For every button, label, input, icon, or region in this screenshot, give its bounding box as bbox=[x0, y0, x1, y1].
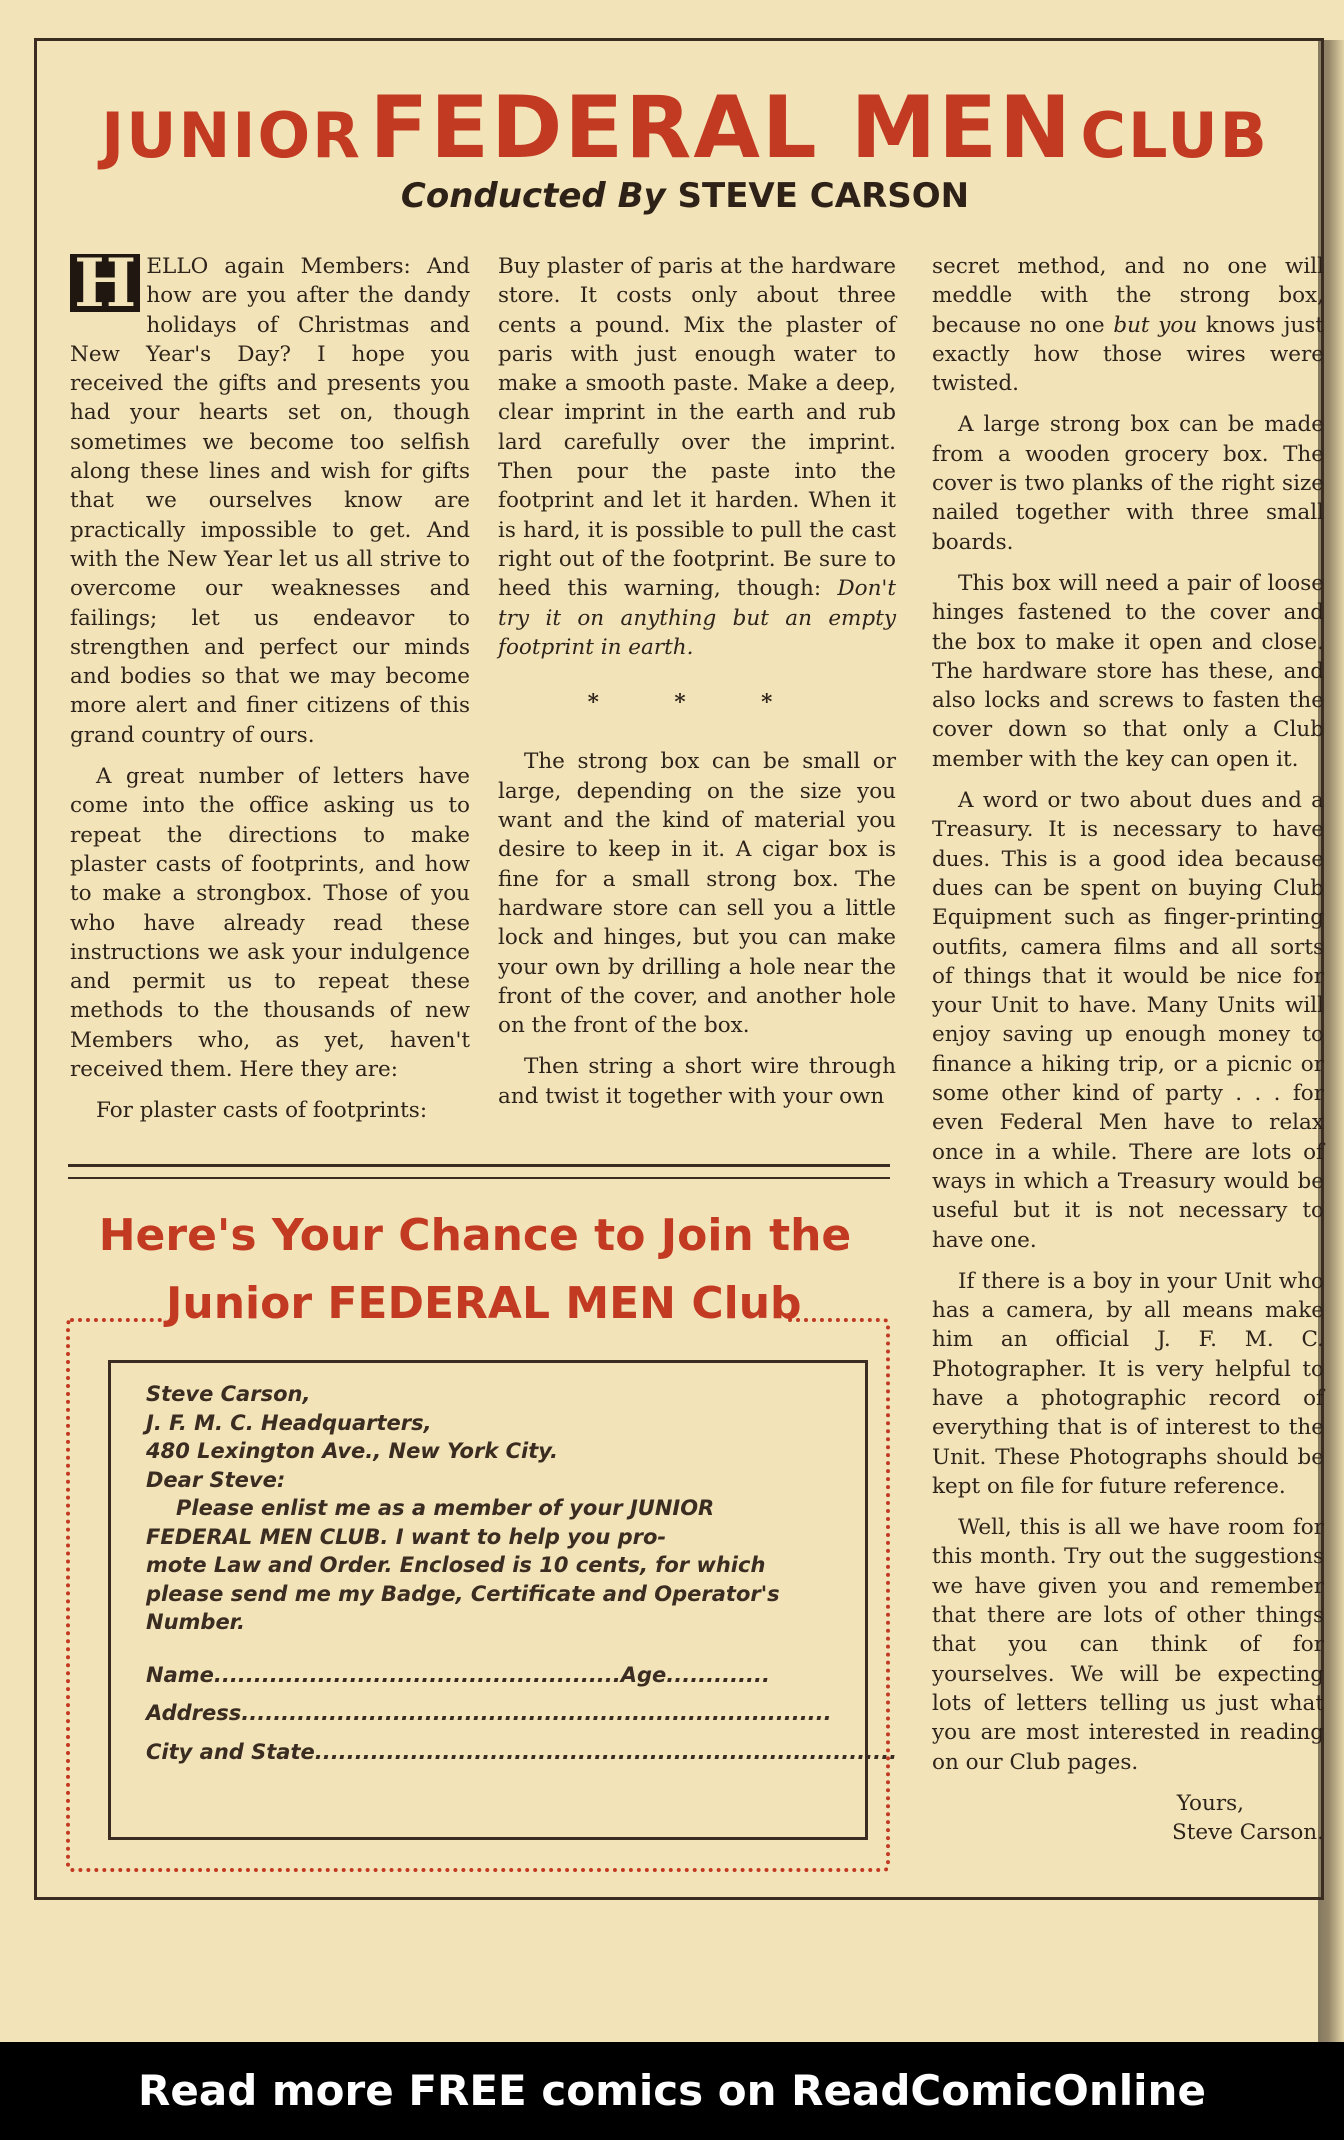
coupon-headline-2: Junior FEDERAL MEN Club bbox=[166, 1278, 802, 1329]
title-federal-men: FEDERAL MEN bbox=[369, 78, 1073, 178]
col3-para-5: If there is a boy in your Unit who has a camera, by all means make him an official J. F. M. C. Photographer. It is very helpful to have a photographic record of everything that is of interest to the Unit. These Photographs should be kept on file for future reference. bbox=[932, 1268, 1324, 1499]
dropcap: H bbox=[70, 254, 140, 312]
name-label: Name bbox=[146, 1662, 214, 1687]
coupon-headline-1: Here's Your Chance to Join the bbox=[98, 1210, 852, 1261]
age-label: Age bbox=[620, 1662, 667, 1687]
col1-para-1: H ELLO again Members: And how are you after the dandy holidays of Christmas and New Year's Day? I hope you received the gifts and presents you had your hearts set on, though sometimes we become too selfish along these lines and wish for gifts that we ourselves know are practically impossible to get. And with the New Year let us all strive to overcome our weaknesses and failings; let us endeavor to strengthen and perfect our minds and bodies so that we may become more alert and finer citizens of this grand country of ours. bbox=[70, 244, 470, 748]
coupon-form bbox=[146, 1380, 898, 1766]
byline-conducted: Conducted By bbox=[400, 176, 666, 216]
promo-banner[interactable]: Read more FREE comics on ReadComicOnline bbox=[0, 2042, 1344, 2140]
coupon-address-line-1: Steve Carson, bbox=[146, 1382, 311, 1406]
section-break-stars: * * * bbox=[587, 690, 807, 716]
col2-warning: Don't try it on anything but an empty footprint in earth. bbox=[498, 576, 896, 660]
byline-author: STEVE CARSON bbox=[677, 176, 970, 216]
coupon-salutation: Dear Steve: bbox=[146, 1467, 286, 1492]
city-state-label: City and State bbox=[146, 1739, 315, 1764]
signature: Steve Carson. bbox=[1171, 1820, 1324, 1846]
coupon-body-1: Please enlist me as a member of your JUNIOR bbox=[176, 1496, 715, 1520]
col1-para-3: For plaster casts of footprints: bbox=[96, 1098, 428, 1124]
column-3 bbox=[932, 252, 1324, 1847]
club-title bbox=[60, 78, 1310, 178]
col3-para-3: This box will need a pair of loose hinges fastened to the cover and the box to make it open and close. The hardware store has these, and also locks and screws to fasten the cover down so that only a Club member with the key can open it. bbox=[932, 570, 1324, 772]
col3-para-2: A large strong box can be made from a wooden grocery box. The cover is two planks of the right size nailed together with three small boards. bbox=[932, 412, 1324, 555]
coupon-address-line-2: J. F. M. C. Headquarters, bbox=[146, 1410, 432, 1435]
col2-para-2: The strong box can be small or large, depending on the size you want and the kind of material you desire to keep in it. A cigar box is fine for a small strong box. The hardware store can sell you a little lock and hinges, but you can make your own by drilling a hole near the front of the cover, and another hole on the front of the box. bbox=[498, 749, 896, 1039]
address-field[interactable]: Address.......................................................................... bbox=[146, 1701, 832, 1725]
divider-rule bbox=[68, 1164, 890, 1179]
city-state-field[interactable]: City and State......................................................................... bbox=[146, 1739, 898, 1764]
coupon-body-2: FEDERAL MEN CLUB. I want to help you pro- bbox=[146, 1524, 667, 1549]
column-2 bbox=[498, 252, 896, 1111]
col3-para-1: secret method, and no one will meddle with the strong box, because no one but you knows just exactly how those wires were twisted. bbox=[932, 254, 1324, 397]
closing: Yours, bbox=[1176, 1790, 1244, 1816]
coupon-body-3: mote Law and Order. Enclosed is 10 cents, for which bbox=[146, 1553, 766, 1577]
address-label: Address bbox=[146, 1701, 242, 1725]
col2-para-1: Buy plaster of paris at the hardware store. It costs only about three cents a pound. Mix the plaster of paris with just enough water to make a smooth paste. Make a deep, clear imprint in the earth and rub lard carefully over the imprint. Then pour the paste into the footprint and let it harden. When it is hard, it is possible to pull the cast right out of the footprint. Be sure to heed this warning, though: Don't try it on anything but an empty footprint in earth. bbox=[498, 254, 896, 660]
name-age-field[interactable]: Name...................................................Age............. bbox=[146, 1662, 770, 1687]
col1-para-2: A great number of letters have come into the office asking us to repeat the directions to make plaster casts of footprints, and how to make a strongbox. Those of you who have already read these instructions we ask your indulgence and permit us to repeat these methods to the thousands of new Members who, as yet, haven't received them. Here they are: bbox=[70, 764, 470, 1083]
col3-para-6: Well, this is all we have room for this month. Try out the suggestions we have given you and remember that there are lots of other things that you can think of for yourselves. We will be expecting lots of letters telling us just what you are most interested in reading on our Club pages. bbox=[932, 1515, 1324, 1775]
coupon-body-5: Number. bbox=[146, 1610, 246, 1634]
coupon-address-line-3: 480 Lexington Ave., New York City. bbox=[146, 1439, 559, 1463]
byline bbox=[60, 176, 1310, 216]
col2-para-3: Then string a short wire through and twist it together with your own bbox=[498, 1054, 896, 1109]
title-junior: JUNIOR bbox=[101, 99, 362, 172]
coupon-body-4: please send me my Badge, Certificate and Operator's bbox=[146, 1581, 780, 1606]
column-1 bbox=[70, 244, 470, 1126]
col3-para-4: A word or two about dues and a Treasury. It is necessary to have dues. This is a good idea because dues can be spent on buying Club Equipment such as finger-printing outfits, camera films and all sorts of things that it would be nice for your Unit to have. Many Units will enjoy saving up enough money to finance a hiking trip, or a picnic or some other kind of party . . . for even Federal Men have to relax once in a while. There are lots of ways in which a Treasury would be useful but it is not necessary to have one. bbox=[932, 788, 1324, 1253]
title-club: CLUB bbox=[1080, 99, 1269, 172]
